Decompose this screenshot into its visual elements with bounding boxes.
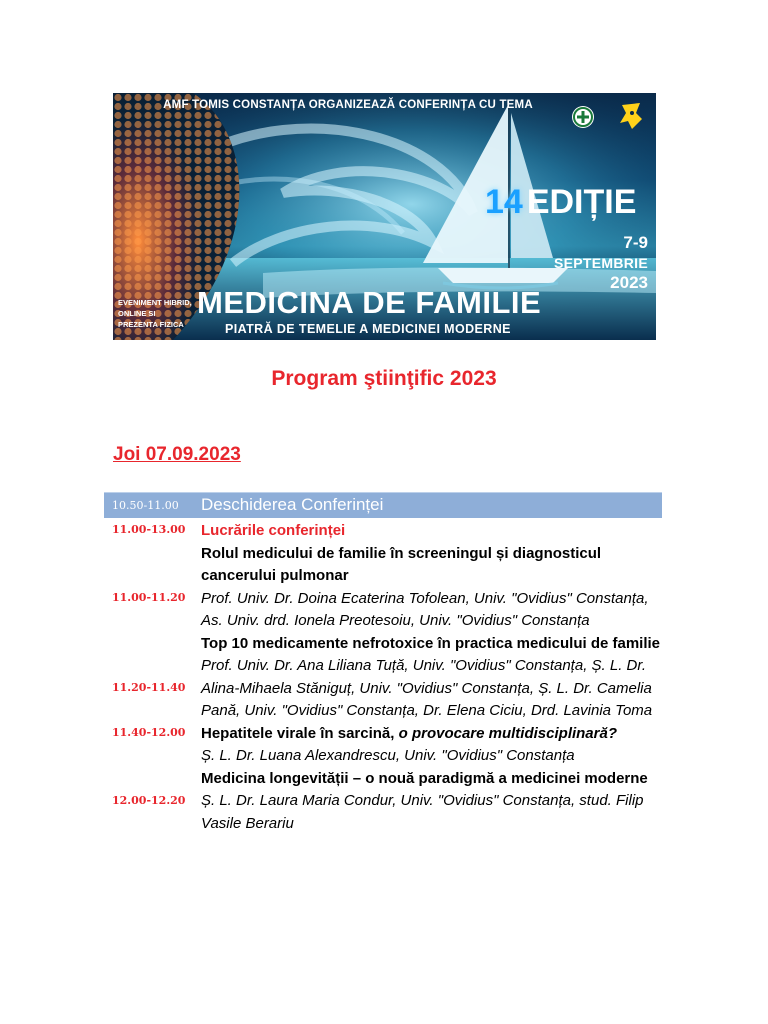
talk-title-italic: o provocare multidisciplinară? — [398, 724, 617, 742]
amf-tomis-logo — [618, 101, 644, 131]
table-row — [104, 723, 662, 768]
talk-title: Hepatitele virale în sarcină, — [201, 724, 395, 742]
talk-time: 12.00-12.20 — [112, 793, 186, 807]
talk-title: Top 10 medicamente nefrotoxice în practica medicului de familie — [201, 634, 661, 652]
hybrid-line-3: PREZENTA FIZICA — [118, 320, 184, 329]
talk-speakers: Prof. Univ. Dr. Ana Liliana Tuță, Univ. "Ovidius" Constanța, Ș. L. Dr. Alina-Mihaela Stăniguț, Univ. "Ovidius" Constanța, Ș. L. Dr. Camelia Pană, Univ. "Ovidius" Constanța, Dr. Elena Ciciu, Drd. Lavinia Toma — [201, 657, 653, 719]
edition-label: EDIȚIE — [526, 183, 637, 221]
opening-label: Deschiderea Conferinței — [201, 495, 384, 514]
banner-subtitle: PIATRĂ DE TEMELIE A MEDICINEI MODERNE — [225, 322, 511, 336]
table-row — [104, 633, 662, 723]
edition-number: 14 — [485, 183, 523, 221]
talk-speakers: Ș. L. Dr. Luana Alexandrescu, Univ. "Ovidius" Constanța — [201, 747, 575, 764]
event-year: 2023 — [610, 273, 648, 292]
talk-time: 11.20-11.40 — [112, 680, 186, 694]
banner-title: MEDICINA DE FAMILIE — [197, 285, 542, 320]
hybrid-event-note — [118, 297, 192, 330]
event-dates — [554, 233, 648, 293]
edition-heading — [485, 185, 636, 219]
talk-title: Medicina longevității – o nouă paradigmă a medicinei moderne — [201, 769, 648, 787]
event-days: 7-9 — [623, 233, 648, 252]
talk-speakers: Ș. L. Dr. Laura Maria Condur, Univ. "Ovidius" Constanța, stud. Filip Vasile Berariu — [201, 792, 644, 832]
talk-time: 11.40-12.00 — [112, 725, 186, 739]
talk-title: Rolul medicului de familie în screeningul și diagnosticul cancerului pulmonar — [201, 544, 602, 584]
talk-speakers: Prof. Univ. Dr. Doina Ecaterina Tofolean, Univ. "Ovidius" Constanța, As. Univ. drd. Ionela Preotesoiu, Univ. "Ovidius" Constanța — [201, 589, 649, 629]
opening-row — [104, 492, 662, 518]
talk-time: 11.00-11.20 — [112, 590, 186, 604]
schedule-table — [104, 492, 662, 835]
session-row — [104, 520, 662, 543]
opening-time: 10.50-11.00 — [112, 499, 179, 512]
event-month: SEPTEMBRIE — [553, 255, 648, 271]
program-title: Program ştiinţific 2023 — [271, 367, 497, 390]
session-label: Lucrările conferinței — [201, 522, 346, 539]
table-row — [104, 768, 662, 836]
medical-seal-logo — [571, 105, 595, 129]
hybrid-line-1: EVENIMENT HIBRID, — [118, 298, 192, 307]
day-title: Joi 07.09.2023 — [113, 444, 241, 465]
talk-title-line — [201, 723, 662, 746]
hybrid-line-2: ONLINE SI — [118, 309, 156, 318]
session-time: 11.00-13.00 — [112, 523, 186, 536]
conference-banner — [113, 93, 656, 340]
banner-organizer-text: AMF TOMIS CONSTANȚA ORGANIZEAZĂ CONFERINȚA CU TEMA — [163, 99, 533, 111]
table-row — [104, 543, 662, 633]
